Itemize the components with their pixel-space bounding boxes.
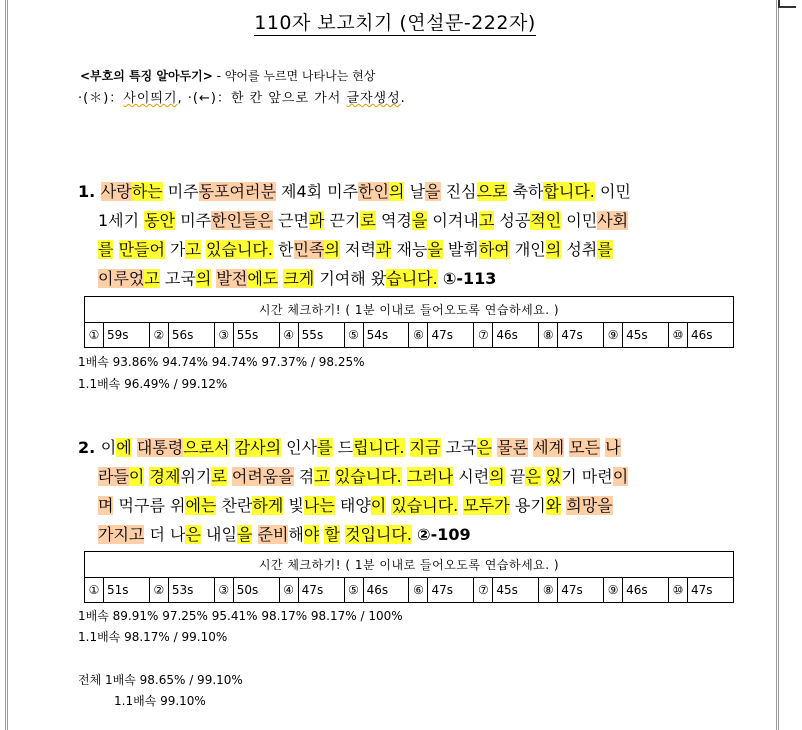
t2-time-2: 53s: [168, 578, 214, 603]
t1-label-9: ⑨: [604, 323, 623, 348]
t2-label-4: ④: [279, 578, 298, 603]
paragraph-1: [78, 177, 738, 293]
t2-time-10: 47s: [688, 578, 734, 603]
t2-time-9: 46s: [623, 578, 669, 603]
t1-label-6: ⑥: [409, 323, 428, 348]
page-title: 110자 보고치기 (연설문-222자): [254, 12, 536, 34]
t2-label-7: ⑦: [474, 578, 493, 603]
p2-score: ②-109: [417, 525, 471, 544]
t2-time-3: 50s: [233, 578, 279, 603]
t2-label-3: ③: [214, 578, 233, 603]
table-1-header: 시간 체크하기! ( 1분 이내로 들어오도록 연습하세요. ): [85, 297, 734, 323]
t2-label-10: ⑩: [669, 578, 688, 603]
total-stat-1x: 전체 1배속 98.65% / 99.10%: [78, 673, 243, 687]
paragraph-2: [78, 433, 738, 549]
t2-time-8: 47s: [558, 578, 604, 603]
p1-stat-1x: 1배속 93.86% 94.74% 94.74% 97.37% / 98.25%: [78, 355, 365, 369]
t1-time-5: 54s: [363, 323, 409, 348]
t2-label-1: ①: [85, 578, 104, 603]
p1-stat-1-1x: 1.1배속 96.49% / 99.12%: [78, 377, 228, 391]
t1-label-3: ③: [214, 323, 233, 348]
t1-label-8: ⑧: [539, 323, 558, 348]
legend-line-2: ·(＊)：사이띄기, ·(←)：한 칸 앞으로 가서 글자생성.: [78, 91, 406, 106]
table-1-row: [85, 323, 734, 348]
t1-time-2: 56s: [168, 323, 214, 348]
t2-label-9: ⑨: [604, 578, 623, 603]
p2-line-1: 2. 이에 대통령으로서 감사의 인사를 드립니다. 지금 고국은 물론 세계 모든 나: [78, 438, 621, 457]
p1-score: ①-113: [442, 269, 497, 288]
t1-label-5: ⑤: [344, 323, 363, 348]
t2-time-1: 51s: [104, 578, 150, 603]
table-2-row: [85, 578, 734, 603]
p1-line-3: 를 만들어 가고 있습니다. 한민족의 저력과 재능을 발휘하여 개인의 성취를: [98, 240, 613, 259]
t1-time-1: 59s: [104, 323, 150, 348]
t2-time-7: 45s: [493, 578, 539, 603]
t2-label-6: ⑥: [409, 578, 428, 603]
t2-label-2: ②: [149, 578, 168, 603]
t1-time-7: 46s: [493, 323, 539, 348]
t1-time-4: 55s: [298, 323, 344, 348]
table-2-header: 시간 체크하기! ( 1분 이내로 들어오도록 연습하세요. ): [85, 552, 734, 578]
p1-line-1: 1. 사랑하는 미주동포여러분 제4회 미주한인의 날을 진심으로 축하합니다. 이민: [78, 182, 631, 201]
time-check-table-1: [84, 296, 734, 348]
legend-line-1: <부호의 특징 알아두기> - 약어를 누르면 나타나는 현상: [80, 69, 376, 83]
t2-label-8: ⑧: [539, 578, 558, 603]
t1-time-8: 47s: [558, 323, 604, 348]
p2-line-4: 가지고 더 나은 내일을 준비해야 할 것입니다. ②-109: [98, 525, 471, 544]
t2-time-6: 47s: [428, 578, 474, 603]
page-border-right: [776, 0, 802, 730]
t1-label-7: ⑦: [474, 323, 493, 348]
p2-line-3: 며 먹구름 위에는 찬란하게 빛나는 태양이 있습니다. 모두가 용기와 희망을: [98, 496, 613, 515]
document-page: [14, 0, 776, 730]
t2-time-5: 46s: [363, 578, 409, 603]
corner-mark: [778, 0, 796, 8]
t1-time-3: 55s: [233, 323, 279, 348]
t1-label-4: ④: [279, 323, 298, 348]
p2-stat-1-1x: 1.1배속 98.17% / 99.10%: [78, 630, 228, 644]
page-border-left: [0, 0, 8, 730]
t1-time-10: 46s: [688, 323, 734, 348]
time-check-table-2: [84, 551, 734, 603]
p2-line-2: 라들이 경제위기로 어려움을 겪고 있습니다. 그러나 시련의 끝은 있기 마련이: [98, 467, 629, 486]
t1-label-10: ⑩: [669, 323, 688, 348]
p1-line-4: 이루었고 고국의 발전에도 크게 기여해 왔습니다. ①-113: [98, 269, 497, 288]
total-stat-1-1x: 1.1배속 99.10%: [114, 694, 206, 708]
t1-label-2: ②: [149, 323, 168, 348]
t1-time-6: 47s: [428, 323, 474, 348]
p2-stat-1x: 1배속 89.91% 97.25% 95.41% 98.17% 98.17% / 100%: [78, 609, 403, 623]
p1-line-2: 1세기 동안 미주한인들은 근면과 끈기로 역경을 이겨내고 성공적인 이민사회: [98, 211, 629, 230]
t1-time-9: 45s: [623, 323, 669, 348]
t2-time-4: 47s: [298, 578, 344, 603]
t2-label-5: ⑤: [344, 578, 363, 603]
t1-label-1: ①: [85, 323, 104, 348]
